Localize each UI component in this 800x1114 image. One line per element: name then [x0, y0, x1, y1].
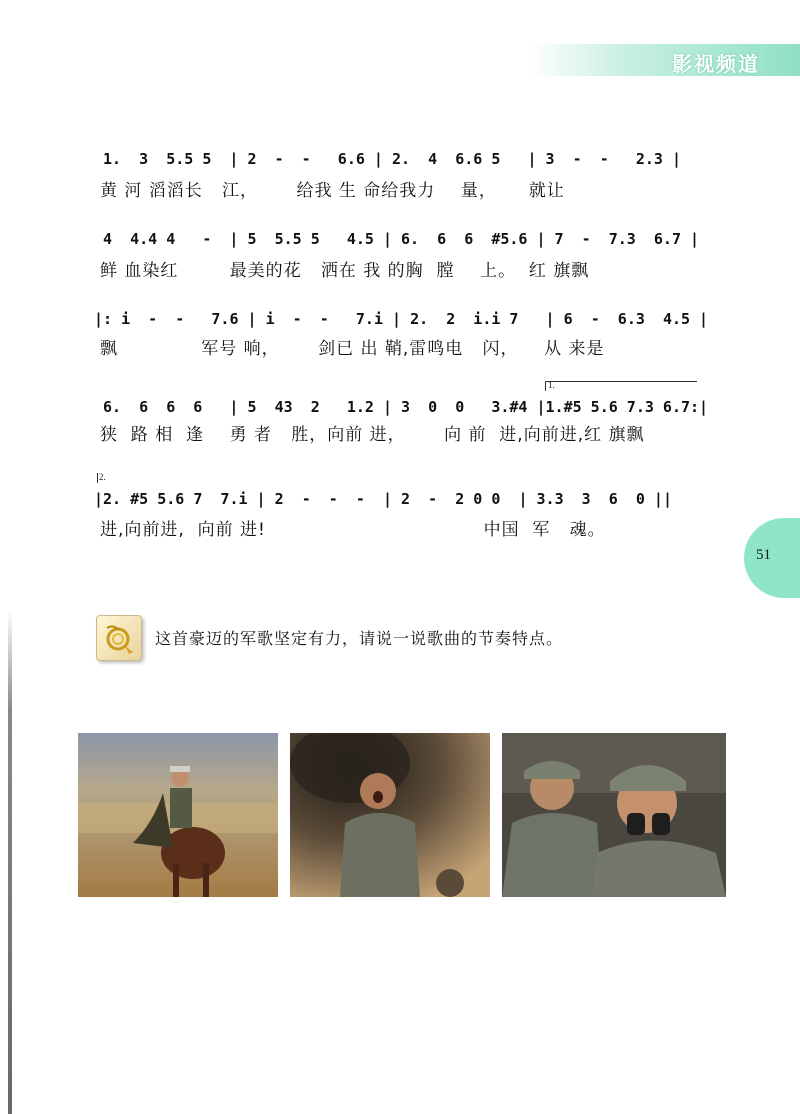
volta-2-label: 2. — [99, 472, 106, 482]
volta-bracket-1 — [545, 381, 697, 382]
volta-bracket-1-tick — [545, 381, 546, 391]
notation-row-5: |2. #5 5.6 7 7.i | 2 - - - | 2 - 2 0 0 | 3.3 3 6 0 || — [94, 490, 672, 508]
photo-soldier-shouting — [290, 733, 490, 897]
discussion-prompt: 这首豪迈的军歌坚定有力，请说一说歌曲的节奏特点。 — [155, 629, 564, 648]
french-horn-icon — [96, 615, 142, 661]
photo-horseman — [78, 733, 278, 897]
section-title: 影视频道 — [672, 52, 760, 76]
notation-row-2: 4 4.4 4 - | 5 5.5 5 4.5 | 6. 6 6 #5.6 | 7 - 7.3 6.7 | — [103, 230, 700, 248]
lyrics-row-3: 飘 军号 响， 剑已 出 鞘,雷鸣电 闪， 从 来是 — [100, 339, 605, 359]
photo-soldiers-binoculars — [502, 733, 726, 897]
header-band — [530, 44, 800, 76]
lyrics-row-2: 鲜 血染红 最美的花 洒在 我 的胸 膛 上。 红 旗飘 — [100, 261, 590, 281]
volta-1-label: 1. — [548, 380, 555, 390]
notation-row-4: 6. 6 6 6 | 5 43 2 1.2 | 3 0 0 3.#4 |1.#5 5.6 7.3 6.7:| — [103, 398, 709, 416]
page-number: 51 — [756, 547, 771, 563]
horn-graphic — [101, 620, 137, 656]
lyrics-row-1: 黄 河 滔滔长 江， 给我 生 命给我力 量， 就让 — [100, 181, 565, 201]
lyrics-row-5: 进,向前进, 向前 进! 中国 军 魂。 — [100, 520, 606, 540]
page-tab — [744, 518, 800, 598]
lyrics-row-4: 狭 路 相 逢 勇 者 胜，向前 进， 向 前 进,向前进,红 旗飘 — [100, 425, 645, 445]
notation-row-1: 1. 3 5.5 5 | 2 - - 6.6 | 2. 4 6.6 5 | 3 - - 2.3 | — [103, 150, 681, 168]
volta-bracket-2-tick — [97, 473, 98, 483]
notation-row-3: |: i - - 7.6 | i - - 7.i | 2. 2 i.i 7 | 6 - 6.3 4.5 | — [94, 310, 709, 328]
page-edge-shadow — [8, 610, 12, 1114]
